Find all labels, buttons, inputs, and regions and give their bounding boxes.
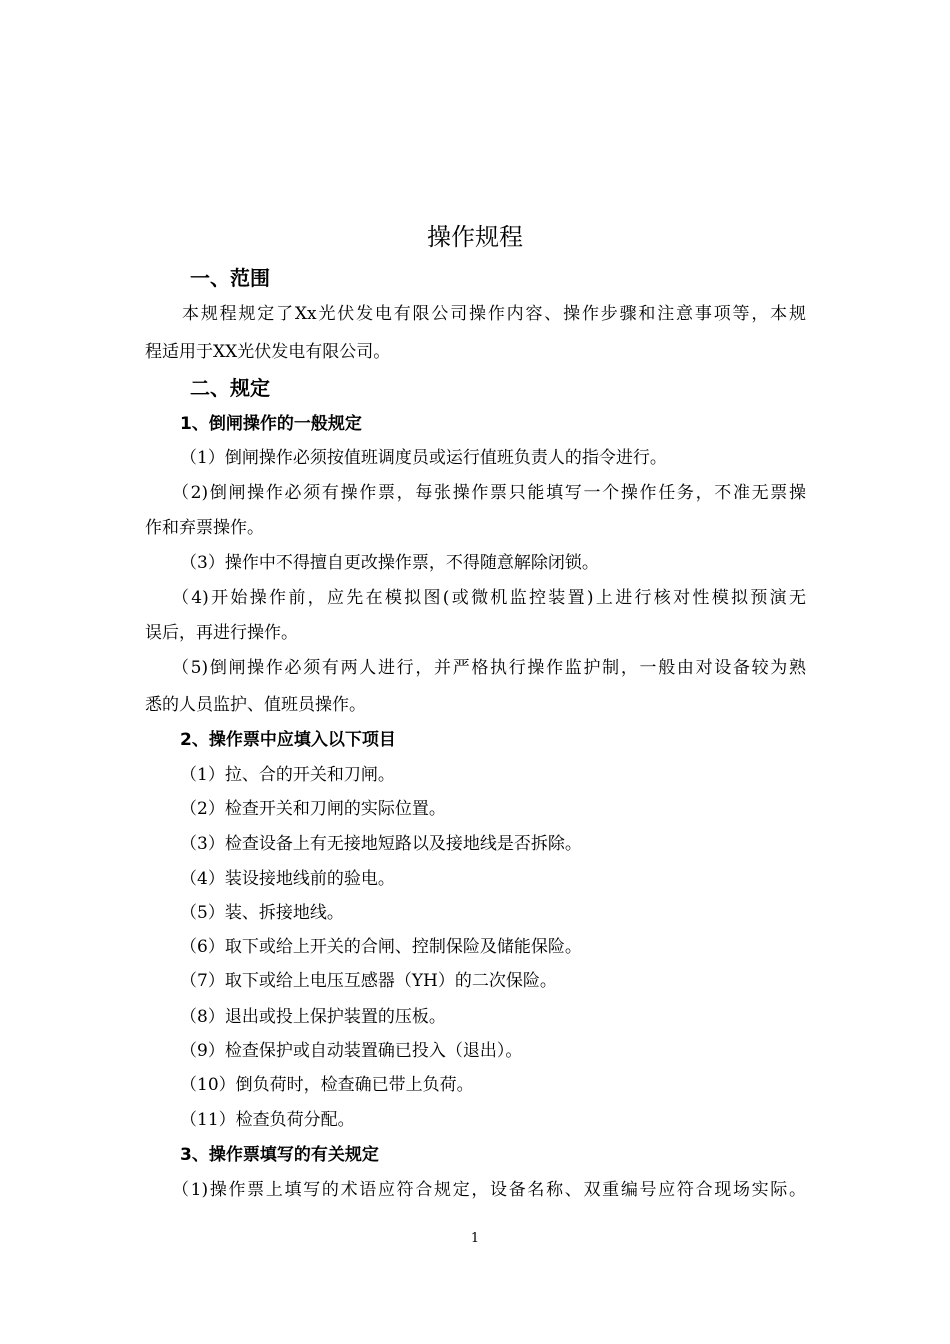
rule-2-item-8: （8）退出或投上保护装置的压板。	[180, 1007, 446, 1027]
rule-1-item-4-line-1: （4)开始操作前，应先在模拟图(或微机监控装置)上进行核对性模拟预演无	[172, 588, 806, 608]
page-number: 1	[470, 1231, 480, 1246]
rule-2-item-1: （1）拉、合的开关和刀闸。	[180, 765, 395, 785]
scope-paragraph-line-1: 本规程规定了Xx光伏发电有限公司操作内容、操作步骤和注意事项等，本规	[182, 304, 806, 324]
subsection-heading-2: 2、操作票中应填入以下项目	[180, 730, 396, 750]
subsection-heading-1: 1、倒闸操作的一般规定	[180, 414, 362, 434]
rule-3-item-1: （1)操作票上填写的术语应符合规定，设备名称、双重编号应符合现场实际。	[172, 1180, 806, 1200]
rule-1-item-5-line-2: 悉的人员监护、值班员操作。	[145, 695, 366, 715]
rule-1-item-5-line-1: （5)倒闸操作必须有两人进行，并严格执行操作监护制，一般由对设备较为熟	[172, 658, 806, 678]
rule-1-item-1: （1）倒闸操作必须按值班调度员或运行值班负责人的指令进行。	[180, 448, 667, 468]
rule-1-item-2-line-1: （2)倒闸操作必须有操作票，每张操作票只能填写一个操作任务，不准无票操	[172, 483, 806, 503]
rule-2-item-6: （6）取下或给上开关的合闸、控制保险及储能保险。	[180, 937, 582, 957]
rule-1-item-2-line-2: 作和弃票操作。	[145, 518, 264, 538]
page-title: 操作规程	[427, 223, 523, 251]
section-heading-scope: 一、范围	[190, 266, 270, 290]
rule-2-item-5: （5）装、拆接地线。	[180, 903, 344, 923]
rule-2-item-10: （10）倒负荷时，检查确已带上负荷。	[180, 1075, 474, 1095]
rule-2-item-2: （2）检查开关和刀闸的实际位置。	[180, 799, 446, 819]
rule-2-item-7: （7）取下或给上电压互感器（YH）的二次保险。	[180, 971, 557, 991]
rule-2-item-4: （4）装设接地线前的验电。	[180, 869, 395, 889]
subsection-heading-3: 3、操作票填写的有关规定	[180, 1145, 379, 1165]
section-heading-rules: 二、规定	[190, 376, 270, 400]
rule-2-item-11: （11）检查负荷分配。	[180, 1110, 355, 1130]
rule-1-item-3: （3）操作中不得擅自更改操作票，不得随意解除闭锁。	[180, 553, 599, 573]
rule-2-item-9: （9）检查保护或自动装置确已投入（退出）。	[180, 1041, 523, 1061]
rule-1-item-4-line-2: 误后，再进行操作。	[145, 623, 298, 643]
scope-paragraph-line-2: 程适用于XX光伏发电有限公司。	[145, 342, 391, 362]
rule-2-item-3: （3）检查设备上有无接地短路以及接地线是否拆除。	[180, 834, 582, 854]
